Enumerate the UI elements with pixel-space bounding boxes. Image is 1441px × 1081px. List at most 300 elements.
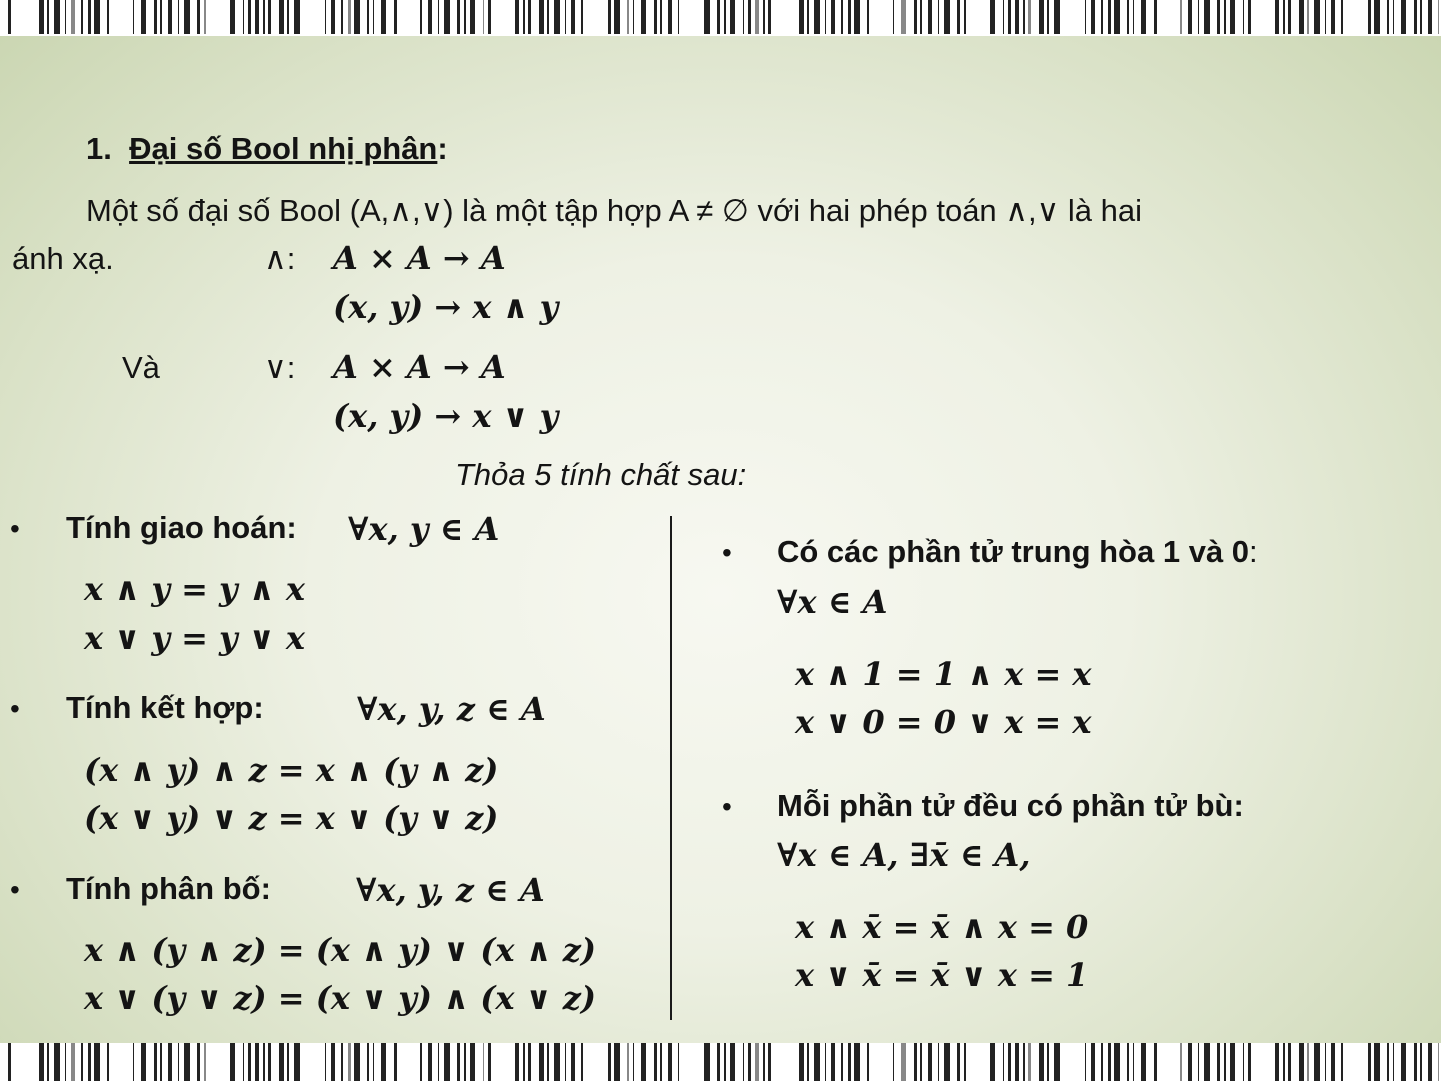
barcode-stripe [1341,0,1343,34]
barcode-stripe [373,1043,374,1081]
barcode-stripe [743,0,744,34]
barcode-stripe [154,0,157,34]
barcode-stripe [1393,1043,1394,1081]
barcode-stripe [1325,1043,1326,1081]
barcode-stripe [483,0,484,34]
barcode-stripe [1420,1043,1422,1081]
barcode-stripe [748,1043,751,1081]
barcode-stripe [547,1043,549,1081]
barcode-stripe [1401,0,1406,34]
equation: x ∧ 1 = 1 ∧ x = x [795,655,1092,693]
barcode-stripe [1133,0,1134,34]
barcode-stripe [1428,1043,1432,1081]
barcode-stripe [1204,0,1210,34]
barcode-stripe [381,1043,386,1081]
barcode-stripe [1028,0,1031,34]
barcode-stripe [197,1043,200,1081]
property-name-line [777,534,1258,570]
barcode-stripe [825,1043,826,1081]
barcode-stripe [1127,1043,1129,1081]
barcode-stripe [381,0,386,34]
section-number: 1. [86,131,112,166]
barcode-stripe [1414,1043,1417,1081]
barcode-stripe [581,1043,583,1081]
barcode-stripe [470,0,475,34]
property-name: Mỗi phần tử đều có phần tử bù: [777,788,1244,823]
barcode-stripe [1288,0,1291,34]
barcode-stripe [54,0,60,34]
intro-line-1: Một số đại số Bool (A,∧,∨) là một tập hợp A ≠ ∅ với hai phép toán ∧,∨ là hai [86,193,1142,228]
barcode-stripe [168,0,172,34]
barcode-stripe [1133,1043,1134,1081]
barcode-stripe [571,1043,575,1081]
barcode-stripe [160,1043,162,1081]
property-name: Tính giao hoán: [66,510,297,545]
barcode-stripe [1387,0,1389,34]
equation: x ∧ (y ∧ z) = (x ∧ y) ∨ (x ∧ z) [84,931,597,969]
barcode-stripe [255,0,259,34]
barcode-stripe [8,0,11,34]
barcode-stripe [1283,1043,1285,1081]
barcode-stripe [243,1043,244,1081]
barcode-stripe [1374,0,1380,34]
equation: x ∨ 0 = 0 ∨ x = x [795,703,1092,741]
barcode-stripe [457,1043,460,1081]
barcode-stripe [831,0,835,34]
barcode-stripe [94,1043,100,1081]
barcode-stripe [724,0,726,34]
barcode-stripe [107,0,109,34]
barcode-stripe [730,1043,735,1081]
barcode-stripe [957,0,960,34]
barcode-stripe [867,1043,869,1081]
barcode-stripe [428,0,432,34]
or-op-label: ∨: [264,350,296,385]
barcode-stripe [71,1043,75,1081]
barcode-stripe [483,1043,484,1081]
barcode-stripe [420,1043,422,1081]
equation: x ∧ x̄ = x̄ ∧ x = 0 [795,908,1089,946]
barcode-stripe [867,0,869,34]
barcode-stripe [255,1043,259,1081]
barcode-stripe [1224,0,1226,34]
barcode-stripe [554,1043,560,1081]
barcode-stripe [248,1043,251,1081]
barcode-stripe [1008,1043,1011,1081]
barcode-stripe [331,0,335,34]
barcode-stripe [515,0,519,34]
barcode-stripe [528,1043,531,1081]
barcode-stripe [1243,1043,1244,1081]
and-rule: (x, y) → x ∧ y [333,288,559,326]
barcode-stripe [515,1043,519,1081]
barcode-stripe [565,1043,566,1081]
equation: x ∨ y = y ∨ x [84,619,305,657]
barcode-stripe [331,1043,335,1081]
section-title-colon: : [437,131,448,166]
barcode-stripe [920,0,922,34]
barcode-stripe [678,0,679,34]
barcode-stripe [197,0,200,34]
barcode-stripe [914,1043,917,1081]
barcode-stripe [893,1043,894,1081]
barcode-stripe [1198,0,1199,34]
barcode-stripe [668,1043,672,1081]
barcode-stripe [554,0,560,34]
barcode-stripe [1039,1043,1044,1081]
barcode-stripe [248,0,251,34]
properties-intro: Thỏa 5 tính chất sau: [455,457,747,492]
barcode-stripe [464,1043,466,1081]
and-word: Và [122,350,160,385]
barcode-stripe [660,1043,662,1081]
barcode-stripe [901,0,906,34]
barcode-stripe [854,1043,860,1081]
barcode-stripe [724,1043,726,1081]
barcode-stripe [814,0,820,34]
barcode-stripe [1023,0,1025,34]
barcode-stripe [294,0,300,34]
barcode-stripe [81,1043,83,1081]
barcode-stripe [920,1043,922,1081]
barcode-stripe [420,0,422,34]
bullet: • [722,537,732,568]
barcode-stripe [444,0,450,34]
barcode-stripe [1217,0,1220,34]
barcode-stripe [901,1043,906,1081]
barcode-stripe [825,0,826,34]
barcode-stripe [914,0,917,34]
barcode-stripe [160,0,162,34]
barcode-stripe [1331,0,1335,34]
barcode-stripe [1114,0,1120,34]
property-quantifier: ∀x ∈ A [777,583,888,621]
barcode-stripe [1101,1043,1103,1081]
barcode-stripe [1368,1043,1371,1081]
barcode-stripe [268,1043,271,1081]
equation: (x ∨ y) ∨ z = x ∨ (y ∨ z) [84,799,499,837]
barcode-stripe [81,0,83,34]
barcode-stripe [263,0,265,34]
barcode-stripe [279,0,284,34]
barcode-stripe [184,1043,190,1081]
barcode-stripe [627,1043,629,1081]
barcode-stripe [1198,1043,1199,1081]
barcode-stripe [633,0,634,34]
barcode-stripe [768,1043,771,1081]
barcode-stripe [341,1043,343,1081]
barcode-stripe [1085,0,1086,34]
barcode-stripe [1204,1043,1210,1081]
barcode-stripe [1307,1043,1309,1081]
barcode-stripe [704,0,710,34]
barcode-stripe [1217,1043,1220,1081]
or-rule: (x, y) → x ∨ y [333,397,559,435]
top-decorative-border [0,0,1441,36]
barcode-stripe [755,1043,759,1081]
barcode-stripe [263,1043,265,1081]
barcode-stripe [133,1043,134,1081]
barcode-stripe [539,1043,544,1081]
barcode-stripe [768,0,771,34]
barcode-stripe [678,1043,679,1081]
barcode-stripe [799,1043,804,1081]
barcode-stripe [1414,0,1417,34]
barcode-stripe [1180,1043,1182,1081]
barcode-stripe [1230,0,1235,34]
barcode-stripe [528,0,531,34]
barcode-stripe [641,1043,646,1081]
barcode-stripe [990,0,995,34]
barcode-stripe [571,0,575,34]
barcode-stripe [141,1043,146,1081]
barcode-stripe [294,1043,300,1081]
barcode-stripe [633,1043,634,1081]
barcode-stripe [944,1043,950,1081]
equation: (x ∧ y) ∧ z = x ∧ (y ∧ z) [84,751,499,789]
barcode-stripe [1341,1043,1343,1081]
barcode-stripe [938,1043,939,1081]
property-quantifier: ∀x, y ∈ A [348,510,500,548]
barcode-stripe [1188,1043,1192,1081]
barcode-stripe [71,0,75,34]
barcode-stripe [1331,1043,1335,1081]
barcode-stripe [1008,0,1011,34]
barcode-stripe [928,0,932,34]
barcode-stripe [107,1043,109,1081]
barcode-stripe [47,0,49,34]
barcode-stripe [964,1043,966,1081]
barcode-stripe [668,0,672,34]
barcode-stripe [1224,1043,1226,1081]
barcode-stripe [1401,1043,1406,1081]
section-heading [86,131,448,167]
property-name: Có các phần tử trung hòa 1 và 0 [777,534,1250,569]
barcode-stripe [539,0,544,34]
barcode-stripe [1374,1043,1380,1081]
barcode-stripe [1141,0,1146,34]
barcode-stripe [627,0,629,34]
barcode-stripe [279,1043,284,1081]
barcode-stripe [1438,0,1439,34]
equation: x ∨ (y ∨ z) = (x ∨ y) ∧ (x ∨ z) [84,979,597,1017]
barcode-stripe [1047,0,1049,34]
barcode-stripe [841,1043,843,1081]
barcode-stripe [1288,1043,1291,1081]
barcode-stripe [641,0,646,34]
barcode-stripe [608,1043,611,1081]
bottom-decorative-border [0,1043,1441,1081]
barcode-stripe [814,1043,820,1081]
barcode-stripe [1015,0,1019,34]
barcode-stripe [717,1043,720,1081]
property-quantifier: ∀x ∈ A, ∃x̄ ∈ A, [777,836,1031,874]
or-mapping: A × A → A [333,348,506,386]
column-divider [670,516,672,1020]
barcode-stripe [1283,0,1285,34]
barcode-stripe [1127,0,1129,34]
barcode-stripe [1003,0,1004,34]
barcode-stripe [65,0,66,34]
property-quantifier: ∀x, y, z ∈ A [356,871,545,909]
and-mapping: A × A → A [333,239,506,277]
barcode-stripe [428,1043,432,1081]
barcode-stripe [763,1043,765,1081]
barcode-stripe [831,1043,835,1081]
barcode-stripe [178,1043,179,1081]
barcode-stripe [928,1043,932,1081]
barcode-stripe [763,0,765,34]
barcode-stripe [1154,1043,1157,1081]
barcode-stripe [488,0,491,34]
barcode-stripe [133,0,134,34]
barcode-stripe [660,0,662,34]
barcode-stripe [1325,0,1326,34]
bullet: • [722,791,732,822]
barcode-stripe [1299,1043,1304,1081]
barcode-stripe [1015,1043,1019,1081]
barcode-stripe [730,0,735,34]
barcode-stripe [39,0,44,34]
barcode-stripe [614,0,620,34]
barcode-stripe [1180,0,1182,34]
barcode-stripe [243,0,244,34]
barcode-stripe [8,1043,11,1081]
barcode-stripe [523,1043,525,1081]
barcode-stripe [1003,1043,1004,1081]
barcode-stripe [287,0,289,34]
barcode-stripe [65,1043,66,1081]
equation: x ∧ y = y ∧ x [84,570,305,608]
barcode-stripe [964,0,966,34]
barcode-stripe [841,0,843,34]
property-quantifier: ∀x, y, z ∈ A [357,690,546,728]
barcode-stripe [1108,1043,1111,1081]
and-op-label: ∧: [264,241,296,276]
barcode-stripe [184,0,190,34]
barcode-stripe [464,0,466,34]
barcode-stripe [268,0,271,34]
barcode-stripe [1230,1043,1235,1081]
property-name: Tính kết hợp: [66,690,264,725]
barcode-stripe [230,0,235,34]
barcode-stripe [457,0,460,34]
barcode-stripe [141,0,146,34]
barcode-stripe [1275,0,1279,34]
barcode-stripe [438,1043,439,1081]
barcode-stripe [341,0,343,34]
barcode-stripe [204,0,206,34]
barcode-stripe [325,1043,326,1081]
barcode-stripe [354,1043,360,1081]
barcode-stripe [1101,0,1103,34]
barcode-stripe [807,1043,809,1081]
barcode-stripe [1054,1043,1060,1081]
barcode-stripe [717,0,720,34]
barcode-stripe [470,1043,475,1081]
barcode-stripe [88,0,91,34]
barcode-stripe [1108,0,1111,34]
barcode-stripe [1393,0,1394,34]
barcode-stripe [88,1043,91,1081]
barcode-stripe [367,1043,369,1081]
barcode-stripe [1243,0,1244,34]
equation: x ∨ x̄ = x̄ ∨ x = 1 [795,956,1089,994]
barcode-stripe [848,1043,851,1081]
barcode-stripe [990,1043,995,1081]
barcode-stripe [1039,0,1044,34]
barcode-stripe [373,0,374,34]
barcode-stripe [394,0,397,34]
property-name: Tính phân bố: [66,871,271,906]
barcode-stripe [807,0,809,34]
barcode-stripe [581,0,583,34]
section-title: Đại số Bool nhị phân [129,131,438,166]
barcode-stripe [1085,1043,1086,1081]
barcode-stripe [1307,0,1309,34]
barcode-stripe [54,1043,60,1081]
barcode-stripe [957,1043,960,1081]
barcode-stripe [1023,1043,1025,1081]
barcode-stripe [523,0,525,34]
barcode-stripe [348,0,351,34]
barcode-stripe [755,0,759,34]
barcode-stripe [748,0,751,34]
barcode-stripe [614,1043,620,1081]
barcode-stripe [654,1043,657,1081]
barcode-stripe [654,0,657,34]
barcode-stripe [1054,0,1060,34]
barcode-stripe [1248,1043,1251,1081]
barcode-stripe [1299,0,1304,34]
barcode-stripe [893,0,894,34]
barcode-stripe [1314,0,1320,34]
barcode-stripe [704,1043,710,1081]
barcode-stripe [168,1043,172,1081]
barcode-stripe [1114,1043,1120,1081]
barcode-stripe [1438,1043,1439,1081]
barcode-stripe [1368,0,1371,34]
barcode-stripe [348,1043,351,1081]
barcode-stripe [325,0,326,34]
barcode-stripe [743,1043,744,1081]
barcode-stripe [1091,1043,1095,1081]
barcode-stripe [1420,0,1422,34]
barcode-stripe [230,1043,235,1081]
barcode-stripe [565,0,566,34]
barcode-stripe [178,0,179,34]
bullet: • [10,874,20,905]
barcode-stripe [94,0,100,34]
barcode-stripe [1091,0,1095,34]
barcode-stripe [1154,0,1157,34]
barcode-stripe [944,0,950,34]
barcode-stripe [938,0,939,34]
barcode-stripe [1314,1043,1320,1081]
barcode-stripe [1387,1043,1389,1081]
barcode-stripe [1047,1043,1049,1081]
barcode-stripe [1141,1043,1146,1081]
intro-line-2: ánh xạ. [12,241,114,276]
barcode-stripe [547,0,549,34]
barcode-stripe [1248,0,1251,34]
barcode-stripe [438,0,439,34]
barcode-stripe [354,0,360,34]
barcode-stripe [444,1043,450,1081]
barcode-stripe [47,1043,49,1081]
barcode-stripe [1428,0,1432,34]
barcode-stripe [1188,0,1192,34]
